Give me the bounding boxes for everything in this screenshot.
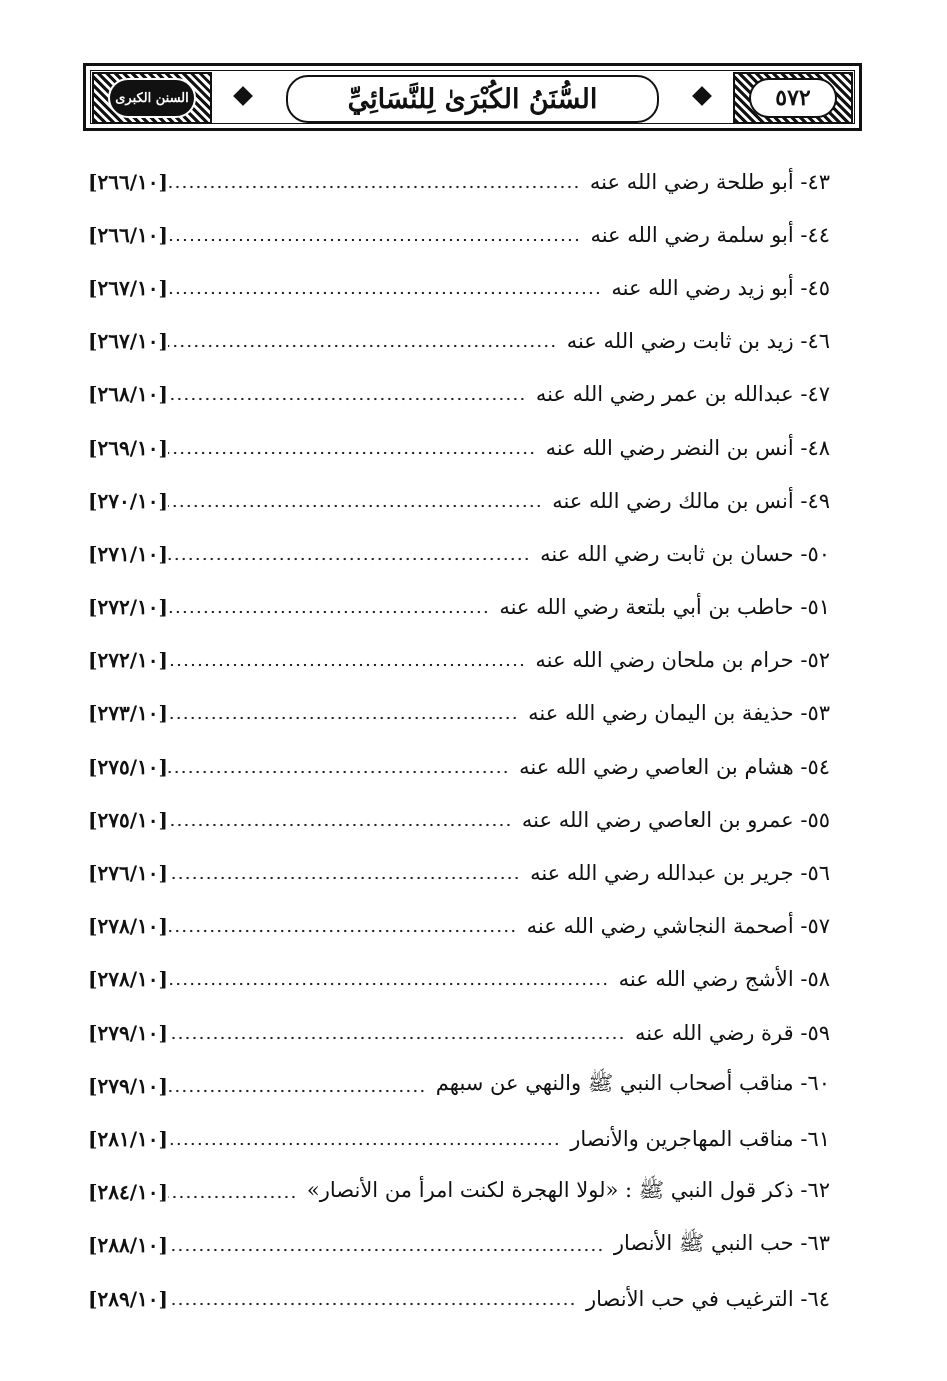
toc-entry-title: ٥٥- عمرو بن العاصي رضي الله عنه xyxy=(521,807,830,832)
dot-leader xyxy=(168,928,517,934)
toc-entry[interactable] xyxy=(88,846,830,899)
toc-entry-title: ٥٧- أصحمة النجاشي رضي الله عنه xyxy=(526,914,830,939)
toc-entry[interactable] xyxy=(88,155,830,208)
toc-entry-reference: [٢٨٨/١٠] xyxy=(88,1233,168,1258)
dot-leader xyxy=(168,662,525,668)
toc-entry-title: ٤٦- زيد بن ثابت رضي الله عنه xyxy=(566,329,830,354)
dot-leader xyxy=(168,450,536,456)
toc-entry-title: ٥٠- حسان بن ثابت رضي الله عنه xyxy=(540,541,830,566)
page-number-medallion xyxy=(749,78,837,118)
toc-entry[interactable] xyxy=(88,1112,830,1165)
toc-entry[interactable] xyxy=(88,527,830,580)
toc-entry[interactable] xyxy=(88,474,830,527)
toc-entry[interactable] xyxy=(88,793,830,846)
dot-leader xyxy=(168,1247,604,1253)
toc-entry-reference: [٢٧٩/١٠] xyxy=(88,1020,168,1045)
toc-entry[interactable] xyxy=(88,687,830,740)
dot-leader xyxy=(168,1035,625,1041)
toc-entry[interactable] xyxy=(88,581,830,634)
dot-leader xyxy=(168,981,609,987)
book-title: السُّنَنُ الكُبْرَىٰ لِلنَّسَائِيِّ xyxy=(347,83,598,115)
toc-entry-reference: [٢٨٩/١٠] xyxy=(88,1286,168,1311)
toc-entry[interactable] xyxy=(88,368,830,421)
dot-leader xyxy=(168,609,489,615)
toc-entry-reference: [٢٧٨/١٠] xyxy=(88,914,168,939)
dot-leader xyxy=(168,715,518,721)
toc-entry-title: ٤٣- أبو طلحة رضي الله عنه xyxy=(589,169,830,194)
dot-leader xyxy=(168,822,512,828)
toc-entry[interactable] xyxy=(88,315,830,368)
toc-entry-title: ٥١- حاطب بن أبي بلتعة رضي الله عنه xyxy=(499,595,830,620)
dot-leader xyxy=(168,556,530,562)
toc-entry[interactable] xyxy=(88,1006,830,1059)
toc-entry-reference: [٢٧٠/١٠] xyxy=(88,488,168,513)
toc-entry-title: ٥٤- هشام بن العاصي رضي الله عنه xyxy=(519,754,830,779)
toc-entry-title: ٤٧- عبدالله بن عمر رضي الله عنه xyxy=(535,382,830,407)
toc-entry-reference: [٢٨١/١٠] xyxy=(88,1126,168,1151)
toc-entry-reference: [٢٦٦/١٠] xyxy=(88,222,168,247)
toc-entry[interactable] xyxy=(88,1166,830,1219)
toc-entry[interactable] xyxy=(88,421,830,474)
page-number: ٥٧٢ xyxy=(775,85,811,111)
book-logo-ornament xyxy=(92,72,212,124)
toc-entry-reference: [٢٧٥/١٠] xyxy=(88,807,168,832)
book-logo: السنن الكبرى xyxy=(115,90,189,106)
toc-entry-reference: [٢٦٨/١٠] xyxy=(88,382,168,407)
toc-entry-reference: [٢٧٣/١٠] xyxy=(88,701,168,726)
dot-leader xyxy=(168,503,542,509)
toc-entry-reference: [٢٦٧/١٠] xyxy=(88,329,168,354)
toc-entry[interactable] xyxy=(88,208,830,261)
toc-entry-reference: [٢٨٤/١٠] xyxy=(88,1180,168,1205)
toc-entry-title: ٤٩- أنس بن مالك رضي الله عنه xyxy=(552,488,830,513)
toc-entry[interactable] xyxy=(88,261,830,314)
toc-entry[interactable] xyxy=(88,953,830,1006)
toc-entry-title: ٥٨- الأشج رضي الله عنه xyxy=(618,967,830,992)
dot-leader xyxy=(168,1141,560,1147)
page-number-ornament xyxy=(733,72,853,124)
toc-entry-reference: [٢٦٦/١٠] xyxy=(88,169,168,194)
title-cartouche xyxy=(286,75,659,123)
toc-entry-title: ٤٨- أنس بن النضر رضي الله عنه xyxy=(545,435,830,460)
toc-entry-title: ٥٦- جرير بن عبدالله رضي الله عنه xyxy=(530,861,830,886)
book-logo-medallion xyxy=(108,78,196,118)
toc-entry-reference: [٢٧١/١٠] xyxy=(88,541,168,566)
dot-leader xyxy=(168,237,580,243)
toc-entry[interactable] xyxy=(88,900,830,953)
toc-entry-reference: [٢٧٦/١٠] xyxy=(88,861,168,886)
toc-entry-title: ٦٢- ذكر قول النبي ﷺ : «لولا الهجرة لكنت امرأ من الأنصار» xyxy=(306,1177,830,1202)
dot-leader xyxy=(168,343,557,349)
dot-leader xyxy=(168,1088,426,1094)
toc-entry-title: ٥٩- قرة رضي الله عنه xyxy=(634,1020,830,1045)
dot-leader xyxy=(168,1301,576,1307)
toc-entry-title: ٦٤- الترغيب في حب الأنصار xyxy=(585,1286,830,1311)
toc-entry-reference: [٢٦٩/١٠] xyxy=(88,435,168,460)
toc-entry-reference: [٢٧٥/١٠] xyxy=(88,754,168,779)
dot-leader xyxy=(168,184,580,190)
toc-entry-reference: [٢٦٧/١٠] xyxy=(88,275,168,300)
toc-entry[interactable] xyxy=(88,740,830,793)
toc-entry-reference: [٢٧٩/١٠] xyxy=(88,1073,168,1098)
dot-leader xyxy=(168,290,601,296)
dot-leader xyxy=(168,875,520,881)
toc-entry-title: ٦١- مناقب المهاجرين والأنصار xyxy=(570,1126,830,1151)
table-of-contents xyxy=(88,155,830,1325)
toc-entry[interactable] xyxy=(88,1219,830,1272)
toc-entry-title: ٤٤- أبو سلمة رضي الله عنه xyxy=(590,222,830,247)
dot-leader xyxy=(168,769,509,775)
toc-entry-title: ٥٢- حرام بن ملحان رضي الله عنه xyxy=(535,648,830,673)
toc-entry[interactable] xyxy=(88,634,830,687)
page-header xyxy=(83,63,862,131)
toc-entry-title: ٥٣- حذيفة بن اليمان رضي الله عنه xyxy=(528,701,830,726)
toc-entry-title: ٤٥- أبو زيد رضي الله عنه xyxy=(611,275,830,300)
dot-leader xyxy=(168,1194,297,1200)
toc-entry-reference: [٢٧٢/١٠] xyxy=(88,648,168,673)
toc-entry-title: ٦٠- مناقب أصحاب النبي ﷺ والنهي عن سبهم xyxy=(435,1071,830,1096)
dot-leader xyxy=(168,396,526,402)
toc-entry-reference: [٢٧٢/١٠] xyxy=(88,595,168,620)
toc-entry-reference: [٢٧٨/١٠] xyxy=(88,967,168,992)
toc-entry[interactable] xyxy=(88,1272,830,1325)
toc-entry-title: ٦٣- حب النبي ﷺ الأنصار xyxy=(613,1230,830,1255)
toc-entry[interactable] xyxy=(88,1059,830,1112)
